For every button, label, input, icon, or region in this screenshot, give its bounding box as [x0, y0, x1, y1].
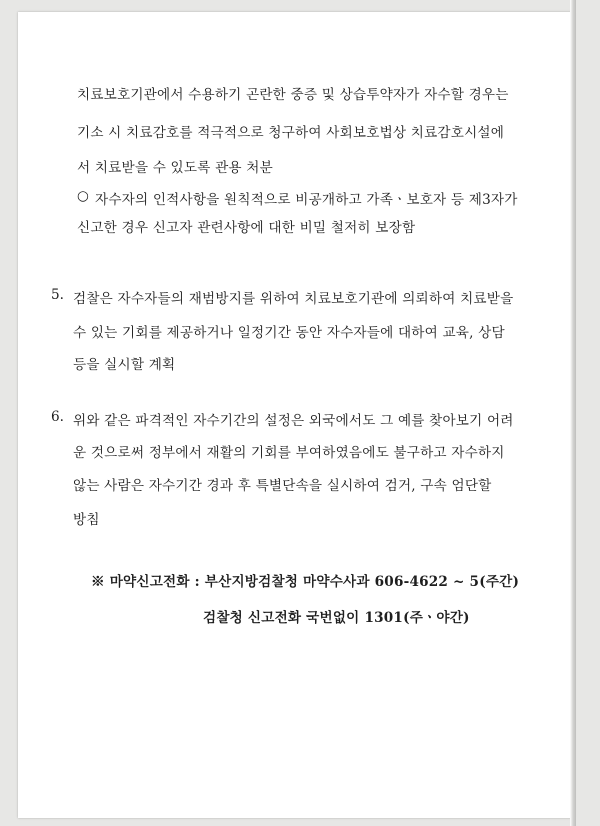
hotline-national: 검찰청 신고전화 국번없이 1301(주ㆍ야간) — [203, 610, 470, 626]
item-5-line-1: 검찰은 자수자들의 재범방지를 위하여 치료보호기관에 의뢰하여 치료받을 — [73, 291, 514, 307]
page-edge-shadow — [570, 0, 576, 826]
bullet-line-1: 자수자의 인적사항을 원칙적으로 비공개하고 가족ㆍ보호자 등 제3자가 — [95, 192, 518, 208]
item-6-line-4: 방침 — [73, 512, 100, 528]
item-6-line-2: 운 것으로써 정부에서 재활의 기회를 부여하였음에도 불구하고 자수하지 — [73, 445, 505, 461]
item-5-line-3: 등을 실시할 계획 — [73, 357, 176, 373]
item-5-line-2: 수 있는 기회를 제공하거나 일정기간 동안 자수자들에 대하여 교육, 상담 — [73, 325, 505, 341]
item-6-line-3: 않는 사람은 자수기간 경과 후 특별단속을 실시하여 검거, 구속 엄단할 — [73, 478, 492, 494]
item-6-number: 6. — [51, 409, 64, 425]
item-5-number: 5. — [51, 287, 64, 303]
item-6-line-1: 위와 같은 파격적인 자수기간의 설정은 외국에서도 그 예를 찾아보기 어려 — [73, 413, 514, 429]
hotline-busan: ※ 마약신고전화 : 부산지방검찰청 마약수사과 606-4622 ~ 5(주간) — [91, 574, 520, 590]
intro-line-3: 서 치료받을 수 있도록 관용 처분 — [77, 160, 273, 176]
bullet-line-2: 신고한 경우 신고자 관련사항에 대한 비밀 철저히 보장함 — [77, 220, 416, 236]
bullet-marker: ○ — [77, 188, 89, 204]
intro-line-2: 기소 시 치료감호를 적극적으로 청구하여 사회보호법상 치료감호시설에 — [77, 125, 505, 141]
intro-line-1: 치료보호기관에서 수용하기 곤란한 중증 및 상습투약자가 자수할 경우는 — [77, 87, 509, 103]
